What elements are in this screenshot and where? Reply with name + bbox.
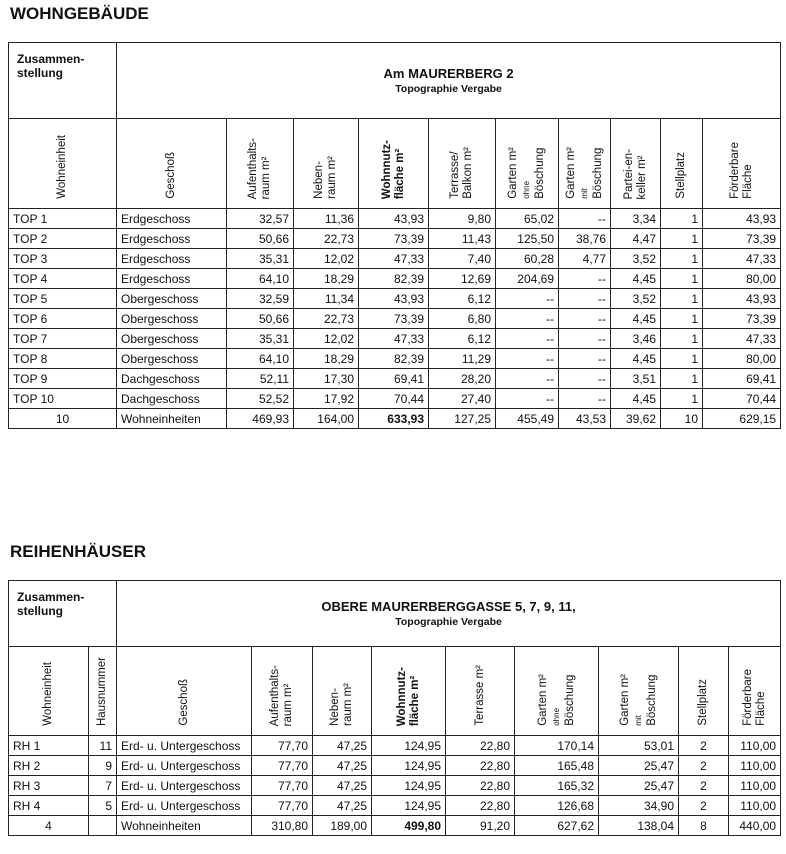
cell-garten_ohne: 170,14 xyxy=(515,736,599,756)
cell-terrasse: 27,40 xyxy=(429,389,496,409)
cell-stellplatz: 2 xyxy=(679,756,729,776)
cell-aufenthalt: 77,70 xyxy=(252,776,313,796)
table-row xyxy=(9,736,781,756)
cell-garten_ohne: 627,62 xyxy=(515,816,599,836)
project-subtitle: Topographie Vergabe xyxy=(395,616,502,628)
cell-einheit: TOP 3 xyxy=(9,249,117,269)
col-header-garten-ohne: Garten m² ohne Böschung xyxy=(496,119,559,209)
cell-geschoss: Erd- u. Untergeschoss xyxy=(117,776,252,796)
cell-terrasse: 91,20 xyxy=(446,816,515,836)
cell-stellplatz: 1 xyxy=(661,229,703,249)
cell-foerder: 110,00 xyxy=(729,796,781,816)
cell-foerder: 440,00 xyxy=(729,816,781,836)
cell-stellplatz: 2 xyxy=(679,776,729,796)
cell-keller: 3,52 xyxy=(611,289,661,309)
cell-einheit: RH 2 xyxy=(9,756,89,776)
cell-wohnnutz: 124,95 xyxy=(372,736,446,756)
cell-aufenthalt: 35,31 xyxy=(227,329,294,349)
total-row xyxy=(9,816,781,836)
cell-einheit: TOP 6 xyxy=(9,309,117,329)
cell-stellplatz: 8 xyxy=(679,816,729,836)
cell-keller: 4,45 xyxy=(611,349,661,369)
cell-garten_mit: 38,76 xyxy=(559,229,611,249)
cell-stellplatz: 1 xyxy=(661,209,703,229)
table-row xyxy=(9,756,781,776)
cell-foerder: 47,33 xyxy=(703,329,781,349)
project-header xyxy=(117,43,781,119)
cell-terrasse: 22,80 xyxy=(446,756,515,776)
project-name: Am MAURERBERG 2 xyxy=(383,66,514,81)
col-header-keller: Partei-en- keller m² xyxy=(611,119,661,209)
table-row xyxy=(9,389,781,409)
cell-aufenthalt: 32,59 xyxy=(227,289,294,309)
cell-neben: 164,00 xyxy=(294,409,359,429)
cell-neben: 22,73 xyxy=(294,229,359,249)
cell-foerder: 70,44 xyxy=(703,389,781,409)
section-title-wohngebaeude: WOHNGEBÄUDE xyxy=(10,4,149,23)
cell-foerder: 69,41 xyxy=(703,369,781,389)
col-header-aufenthalt: Aufenthalts- raum m² xyxy=(252,647,313,736)
cell-garten_mit: -- xyxy=(559,289,611,309)
cell-garten_ohne: -- xyxy=(496,369,559,389)
cell-keller: 3,34 xyxy=(611,209,661,229)
col-header-garten-mit: Garten m² mit Böschung xyxy=(559,119,611,209)
cell-stellplatz: 1 xyxy=(661,389,703,409)
cell-foerder: 110,00 xyxy=(729,756,781,776)
col-header-hausnr: Hausnummer xyxy=(89,647,117,736)
cell-keller: 4,45 xyxy=(611,309,661,329)
cell-wohnnutz: 124,95 xyxy=(372,756,446,776)
cell-stellplatz: 1 xyxy=(661,329,703,349)
cell-wohnnutz: 124,95 xyxy=(372,796,446,816)
cell-aufenthalt: 52,52 xyxy=(227,389,294,409)
cell-neben: 47,25 xyxy=(313,756,372,776)
cell-garten_ohne: 165,32 xyxy=(515,776,599,796)
table-row xyxy=(9,229,781,249)
col-header-foerder: Förderbare Fläche xyxy=(729,647,781,736)
cell-terrasse: 22,80 xyxy=(446,796,515,816)
cell-aufenthalt: 35,31 xyxy=(227,249,294,269)
cell-hausnr: 11 xyxy=(89,736,117,756)
col-header-garten-ohne: Garten m² ohne Böschung xyxy=(515,647,599,736)
cell-einheit: TOP 8 xyxy=(9,349,117,369)
cell-aufenthalt: 50,66 xyxy=(227,309,294,329)
cell-wohnnutz: 47,33 xyxy=(359,329,429,349)
cell-geschoss: Erd- u. Untergeschoss xyxy=(117,796,252,816)
cell-foerder: 43,93 xyxy=(703,289,781,309)
cell-neben: 18,29 xyxy=(294,269,359,289)
col-header-garten-mit: Garten m² mit Böschung xyxy=(599,647,679,736)
cell-einheit: TOP 10 xyxy=(9,389,117,409)
cell-garten_mit: 25,47 xyxy=(599,776,679,796)
reihenhaeuser-table xyxy=(8,580,781,836)
col-header-geschoss: Geschoß xyxy=(117,119,227,209)
cell-garten_mit: -- xyxy=(559,209,611,229)
cell-stellplatz: 2 xyxy=(679,736,729,756)
table-row xyxy=(9,209,781,229)
cell-terrasse: 28,20 xyxy=(429,369,496,389)
cell-stellplatz: 1 xyxy=(661,349,703,369)
cell-einheit: TOP 9 xyxy=(9,369,117,389)
cell-neben: 18,29 xyxy=(294,349,359,369)
cell-stellplatz: 1 xyxy=(661,249,703,269)
cell-geschoss: Erd- u. Untergeschoss xyxy=(117,756,252,776)
cell-garten_mit: -- xyxy=(559,389,611,409)
cell-wohnnutz: 82,39 xyxy=(359,349,429,369)
cell-neben: 12,02 xyxy=(294,249,359,269)
cell-hausnr: 9 xyxy=(89,756,117,776)
cell-stellplatz: 1 xyxy=(661,289,703,309)
corner-label: Zusammen- stellung xyxy=(9,581,117,647)
cell-garten_mit: 53,01 xyxy=(599,736,679,756)
col-header-geschoss: Geschoß xyxy=(117,647,252,736)
cell-foerder: 629,15 xyxy=(703,409,781,429)
cell-garten_ohne: 65,02 xyxy=(496,209,559,229)
project-subtitle: Topographie Vergabe xyxy=(395,83,502,95)
col-header-aufenthalt: Aufenthalts- raum m² xyxy=(227,119,294,209)
cell-foerder: 110,00 xyxy=(729,736,781,756)
cell-garten_ohne: -- xyxy=(496,309,559,329)
cell-aufenthalt: 32,57 xyxy=(227,209,294,229)
table-row xyxy=(9,369,781,389)
cell-neben: 22,73 xyxy=(294,309,359,329)
cell-aufenthalt: 77,70 xyxy=(252,736,313,756)
cell-hausnr xyxy=(89,816,117,836)
cell-einheit: TOP 2 xyxy=(9,229,117,249)
cell-wohnnutz: 124,95 xyxy=(372,776,446,796)
cell-wohnnutz: 43,93 xyxy=(359,289,429,309)
col-header-wohnnutz: Wohnnutz- fläche m² xyxy=(372,647,446,736)
cell-geschoss: Erdgeschoss xyxy=(117,269,227,289)
col-header-stellplatz: Stellplatz xyxy=(661,119,703,209)
cell-keller: 4,45 xyxy=(611,269,661,289)
cell-geschoss: Wohneinheiten xyxy=(117,816,252,836)
cell-garten_mit: 43,53 xyxy=(559,409,611,429)
col-header-neben: Neben- raum m² xyxy=(294,119,359,209)
cell-einheit: TOP 7 xyxy=(9,329,117,349)
table-row xyxy=(9,289,781,309)
col-header-einheit: Wohneinheit xyxy=(9,119,117,209)
cell-foerder: 73,39 xyxy=(703,309,781,329)
cell-geschoss: Dachgeschoss xyxy=(117,389,227,409)
col-header-stellplatz: Stellplatz xyxy=(679,647,729,736)
table-row xyxy=(9,249,781,269)
col-header-wohnnutz: Wohnnutz- fläche m² xyxy=(359,119,429,209)
col-header-einheit: Wohneinheit xyxy=(9,647,89,736)
cell-garten_mit: 138,04 xyxy=(599,816,679,836)
cell-geschoss: Obergeschoss xyxy=(117,349,227,369)
cell-terrasse: 22,80 xyxy=(446,776,515,796)
col-header-foerder: Förderbare Fläche xyxy=(703,119,781,209)
corner-label: Zusammen- stellung xyxy=(9,43,117,119)
cell-garten_ohne: 455,49 xyxy=(496,409,559,429)
cell-einheit: RH 1 xyxy=(9,736,89,756)
cell-geschoss: Obergeschoss xyxy=(117,329,227,349)
cell-wohnnutz: 43,93 xyxy=(359,209,429,229)
cell-wohnnutz: 73,39 xyxy=(359,309,429,329)
cell-neben: 47,25 xyxy=(313,776,372,796)
cell-garten_ohne: 165,48 xyxy=(515,756,599,776)
section-title-reihenhaeuser: REIHENHÄUSER xyxy=(10,542,147,561)
cell-terrasse: 22,80 xyxy=(446,736,515,756)
cell-terrasse: 7,40 xyxy=(429,249,496,269)
cell-foerder: 47,33 xyxy=(703,249,781,269)
cell-terrasse: 12,69 xyxy=(429,269,496,289)
col-header-neben: Neben- raum m² xyxy=(313,647,372,736)
cell-garten_ohne: 204,69 xyxy=(496,269,559,289)
cell-garten_mit: 4,77 xyxy=(559,249,611,269)
project-header xyxy=(117,581,781,647)
cell-geschoss: Erdgeschoss xyxy=(117,229,227,249)
col-header-terrasse: Terrasse m² xyxy=(446,647,515,736)
cell-wohnnutz: 69,41 xyxy=(359,369,429,389)
cell-geschoss: Obergeschoss xyxy=(117,309,227,329)
cell-einheit: TOP 1 xyxy=(9,209,117,229)
cell-wohnnutz: 73,39 xyxy=(359,229,429,249)
cell-garten_mit: 34,90 xyxy=(599,796,679,816)
cell-aufenthalt: 77,70 xyxy=(252,796,313,816)
cell-garten_mit: 25,47 xyxy=(599,756,679,776)
cell-terrasse: 11,43 xyxy=(429,229,496,249)
table-row xyxy=(9,776,781,796)
cell-keller: 3,52 xyxy=(611,249,661,269)
col-header-terrasse: Terrasse/ Balkon m² xyxy=(429,119,496,209)
cell-aufenthalt: 64,10 xyxy=(227,349,294,369)
cell-stellplatz: 1 xyxy=(661,269,703,289)
cell-stellplatz: 1 xyxy=(661,309,703,329)
cell-wohnnutz: 82,39 xyxy=(359,269,429,289)
cell-neben: 17,30 xyxy=(294,369,359,389)
cell-keller: 39,62 xyxy=(611,409,661,429)
cell-terrasse: 6,12 xyxy=(429,329,496,349)
cell-neben: 12,02 xyxy=(294,329,359,349)
cell-einheit: TOP 5 xyxy=(9,289,117,309)
cell-geschoss: Obergeschoss xyxy=(117,289,227,309)
cell-neben: 189,00 xyxy=(313,816,372,836)
cell-terrasse: 9,80 xyxy=(429,209,496,229)
cell-geschoss: Wohneinheiten xyxy=(117,409,227,429)
cell-geschoss: Erdgeschoss xyxy=(117,209,227,229)
total-row xyxy=(9,409,781,429)
cell-aufenthalt: 50,66 xyxy=(227,229,294,249)
table-row xyxy=(9,796,781,816)
cell-einheit: RH 4 xyxy=(9,796,89,816)
cell-aufenthalt: 77,70 xyxy=(252,756,313,776)
cell-foerder: 43,93 xyxy=(703,209,781,229)
cell-einheit: 10 xyxy=(9,409,117,429)
cell-foerder: 110,00 xyxy=(729,776,781,796)
cell-aufenthalt: 52,11 xyxy=(227,369,294,389)
cell-geschoss: Dachgeschoss xyxy=(117,369,227,389)
cell-keller: 3,51 xyxy=(611,369,661,389)
cell-keller: 3,46 xyxy=(611,329,661,349)
cell-aufenthalt: 310,80 xyxy=(252,816,313,836)
cell-keller: 4,45 xyxy=(611,389,661,409)
cell-garten_mit: -- xyxy=(559,309,611,329)
cell-terrasse: 127,25 xyxy=(429,409,496,429)
cell-aufenthalt: 469,93 xyxy=(227,409,294,429)
cell-stellplatz: 10 xyxy=(661,409,703,429)
cell-garten_mit: -- xyxy=(559,369,611,389)
cell-hausnr: 7 xyxy=(89,776,117,796)
cell-terrasse: 6,80 xyxy=(429,309,496,329)
cell-garten_ohne: 125,50 xyxy=(496,229,559,249)
cell-einheit: RH 3 xyxy=(9,776,89,796)
project-name: OBERE MAURERBERGGASSE 5, 7, 9, 11, xyxy=(321,599,576,614)
cell-keller: 4,47 xyxy=(611,229,661,249)
table-row xyxy=(9,349,781,369)
cell-garten_ohne: -- xyxy=(496,329,559,349)
cell-garten_ohne: 60,28 xyxy=(496,249,559,269)
cell-wohnnutz: 47,33 xyxy=(359,249,429,269)
cell-foerder: 80,00 xyxy=(703,269,781,289)
cell-garten_mit: -- xyxy=(559,269,611,289)
cell-garten_ohne: -- xyxy=(496,289,559,309)
cell-terrasse: 11,29 xyxy=(429,349,496,369)
cell-aufenthalt: 64,10 xyxy=(227,269,294,289)
cell-neben: 47,25 xyxy=(313,796,372,816)
cell-neben: 17,92 xyxy=(294,389,359,409)
cell-foerder: 80,00 xyxy=(703,349,781,369)
cell-garten_ohne: -- xyxy=(496,349,559,369)
table-row xyxy=(9,269,781,289)
table-row xyxy=(9,329,781,349)
cell-einheit: TOP 4 xyxy=(9,269,117,289)
cell-foerder: 73,39 xyxy=(703,229,781,249)
table-row xyxy=(9,309,781,329)
cell-geschoss: Erdgeschoss xyxy=(117,249,227,269)
cell-garten_ohne: 126,68 xyxy=(515,796,599,816)
wohngebaeude-table xyxy=(8,42,781,429)
cell-neben: 11,36 xyxy=(294,209,359,229)
cell-wohnnutz: 499,80 xyxy=(372,816,446,836)
cell-hausnr: 5 xyxy=(89,796,117,816)
cell-garten_mit: -- xyxy=(559,349,611,369)
cell-einheit: 4 xyxy=(9,816,89,836)
cell-wohnnutz: 633,93 xyxy=(359,409,429,429)
cell-terrasse: 6,12 xyxy=(429,289,496,309)
cell-wohnnutz: 70,44 xyxy=(359,389,429,409)
cell-stellplatz: 2 xyxy=(679,796,729,816)
cell-stellplatz: 1 xyxy=(661,369,703,389)
cell-neben: 47,25 xyxy=(313,736,372,756)
cell-garten_mit: -- xyxy=(559,329,611,349)
cell-garten_ohne: -- xyxy=(496,389,559,409)
cell-geschoss: Erd- u. Untergeschoss xyxy=(117,736,252,756)
cell-neben: 11,34 xyxy=(294,289,359,309)
